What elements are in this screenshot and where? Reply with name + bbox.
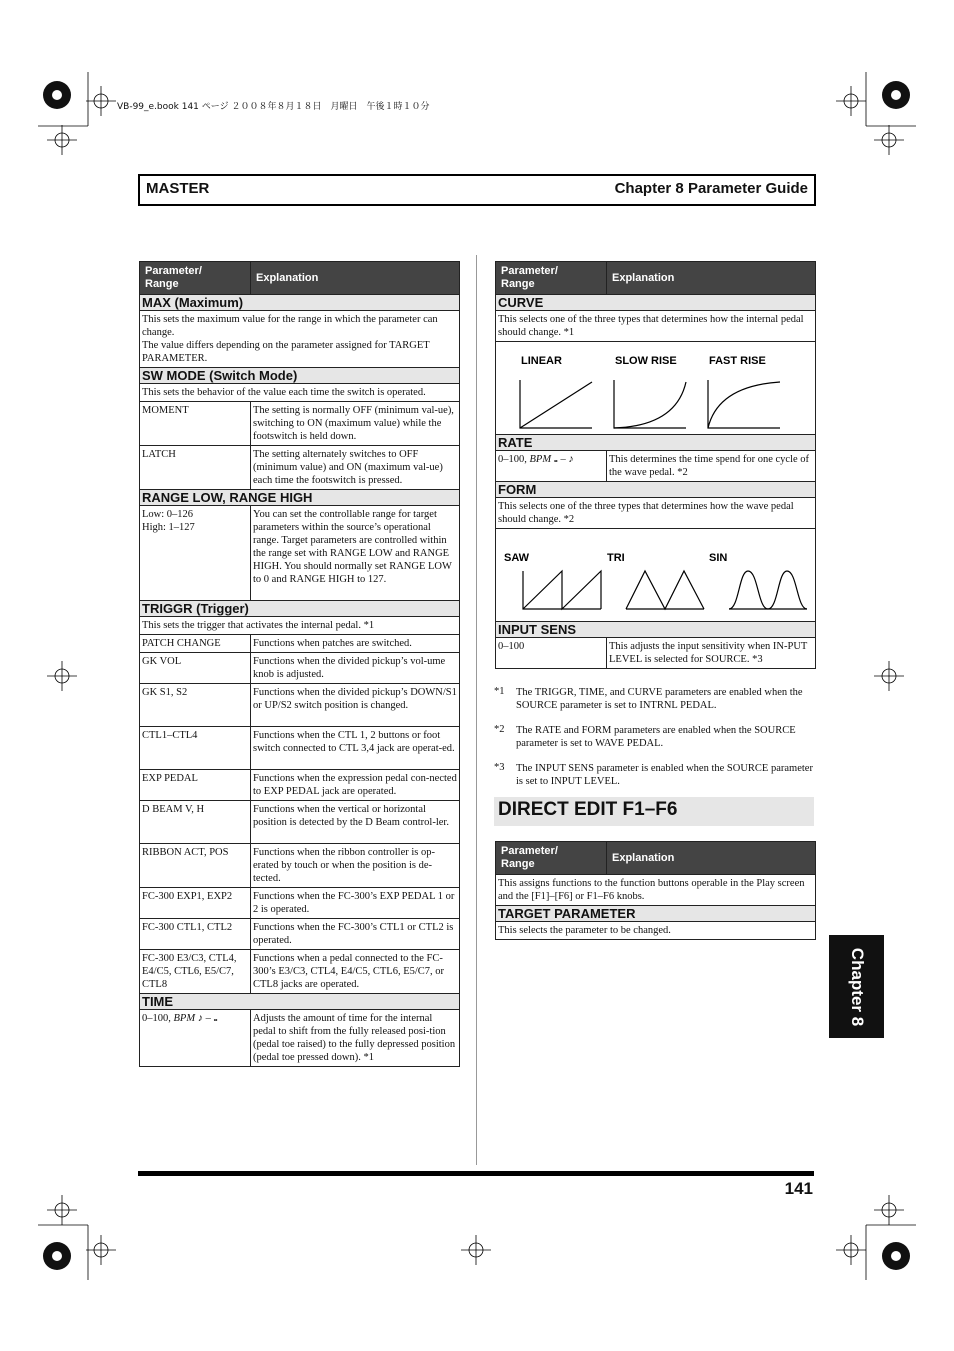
- input-sens-heading: INPUT SENS: [496, 622, 816, 638]
- target-parameter-description: This selects the parameter to be changed.: [496, 922, 816, 940]
- crop-info-text: VB-99_e.book 141 ページ ２００８年８月１８日 月曜日 午後１時１０分: [117, 102, 430, 112]
- curve-label-linear: LINEAR: [521, 355, 562, 367]
- page-number: 141: [784, 1179, 813, 1198]
- table-row-param: GK VOL: [140, 653, 251, 684]
- table-row-param: LATCH: [140, 446, 251, 490]
- direct-edit-heading-bar: [494, 797, 814, 826]
- table-row-explanation: Functions when patches are switched.: [251, 635, 460, 653]
- table-row-param: GK S1, S2: [140, 684, 251, 727]
- curve-description: This selects one of the three types that determines how the internal pedal should change. *1: [496, 311, 816, 342]
- table-row-explanation: Functions when the ribbon controller is op-erated by touch or when the position is de-tected.: [251, 844, 460, 888]
- page-header: [138, 174, 816, 206]
- triggr-heading: TRIGGR (Trigger): [140, 601, 460, 617]
- table-row-explanation: Functions when the CTL 1, 2 buttons or foot switch connected to CTL 3,4 jack are operat-ed.: [251, 727, 460, 770]
- time-bpm-text: BPM: [173, 1013, 196, 1024]
- table-row-param: PATCH CHANGE: [140, 635, 251, 653]
- footnote: [494, 762, 814, 788]
- form-description: This selects one of the three types that determines how the wave pedal should change. *2: [496, 498, 816, 529]
- curve-diagram: [496, 342, 814, 434]
- saw-wave: [523, 571, 601, 609]
- note-symbols: ♪ – 𝅝: [197, 1013, 218, 1024]
- table-row-param: D BEAM V, H: [140, 801, 251, 844]
- tri-wave: [626, 571, 704, 609]
- footnote-key: *1: [494, 686, 505, 697]
- range-explanation: You can set the controllable range for target parameters within the source’s operational range. Target parameters are controlled within the range set with RANGE LOW and RANGE HIGH. You should normally set RANGE LOW to 0 and RANGE HIGH to 127.: [251, 506, 460, 601]
- curve-heading: CURVE: [496, 295, 816, 311]
- chapter-side-tab: [829, 935, 884, 1038]
- table-row-explanation: Functions when the divided pickup’s vol-ume knob is adjusted.: [251, 653, 460, 684]
- rate-bpm-text: BPM: [529, 454, 552, 465]
- table-row-param: FC-300 E3/C3, CTL4, E4/C5, CTL6, E5/C7, CTL8: [140, 950, 251, 994]
- time-explanation: Adjusts the amount of time for the internal pedal to shift from the fully released posi-tion (pedal toe raised) to the fully depressed position (pedal toe pressed down). *1: [251, 1010, 460, 1067]
- table-row-param: FC-300 EXP1, EXP2: [140, 888, 251, 919]
- table-header-param: Parameter/ Range: [140, 262, 251, 295]
- note-symbols: 𝅝 – ♪: [553, 454, 574, 465]
- rate-explanation: This determines the time spend for one cycle of the wave pedal. *2: [607, 451, 816, 482]
- table-row-param: RIBBON ACT, POS: [140, 844, 251, 888]
- table-header-param: Parameter/ Range: [496, 842, 607, 875]
- rate-heading: RATE: [496, 435, 816, 451]
- chapter-side-tab-label: Chapter 8: [847, 947, 867, 1026]
- table-row-explanation: Functions when the divided pickup’s DOWN/S1 or UP/S2 switch position is changed.: [251, 684, 460, 727]
- footnote-key: *2: [494, 724, 505, 735]
- rate-range-text: 0–100,: [498, 454, 530, 465]
- table-header-explanation: Explanation: [251, 262, 460, 295]
- footnote: [494, 686, 814, 712]
- triggr-description: This sets the trigger that activates the internal pedal. *1: [140, 617, 460, 635]
- direct-edit-heading: DIRECT EDIT F1–F6: [498, 799, 678, 820]
- time-range-text: 0–100,: [142, 1013, 174, 1024]
- range-param: Low: 0–126 High: 1–127: [140, 506, 251, 601]
- table-row-explanation: Functions when the FC-300’s EXP PEDAL 1 or 2 is operated.: [251, 888, 460, 919]
- footnote-text: The RATE and FORM parameters are enabled when the SOURCE parameter is set to WAVE PEDAL.: [516, 725, 796, 749]
- sw-mode-description: This sets the behavior of the value each time the switch is operated.: [140, 384, 460, 402]
- chapter-title: Chapter 8 Parameter Guide: [614, 180, 808, 197]
- wave-label-sin: SIN: [709, 552, 728, 564]
- form-diagram-cell: [496, 529, 816, 622]
- direct-edit-table: [495, 841, 816, 940]
- table-row-param: FC-300 CTL1, CTL2: [140, 919, 251, 950]
- target-parameter-heading: TARGET PARAMETER: [496, 906, 816, 922]
- wave-label-saw: SAW: [504, 552, 530, 564]
- time-param: [140, 1010, 251, 1067]
- footnote-text: The TRIGGR, TIME, and CURVE parameters are enabled when the SOURCE parameter is set to INTRNL PEDAL.: [516, 687, 803, 711]
- table-row-param: CTL1–CTL4: [140, 727, 251, 770]
- footnotes: [494, 686, 814, 800]
- curve-label-fast-rise: FAST RISE: [709, 355, 766, 367]
- table-header-explanation: Explanation: [607, 842, 816, 875]
- wave-label-tri: TRI: [607, 552, 625, 564]
- linear-curve: [520, 382, 592, 428]
- footer-rule: [138, 1171, 814, 1176]
- footnote-text: The INPUT SENS parameter is enabled when the SOURCE parameter is set to INPUT LEVEL.: [516, 763, 813, 787]
- input-sens-explanation: This adjusts the input sensitivity when IN-PUT LEVEL is selected for SOURCE. *3: [607, 638, 816, 669]
- table-row-explanation: Functions when the FC-300’s CTL1 or CTL2 is operated.: [251, 919, 460, 950]
- section-title: MASTER: [146, 180, 210, 197]
- table-row-explanation: The setting is normally OFF (minimum val-ue), switching to ON (maximum value) while the footswitch is held down.: [251, 402, 460, 446]
- direct-edit-description: This assigns functions to the function buttons operable in the Play screen and the [F1]–[F6] or F1–F6 knobs.: [496, 875, 816, 906]
- table-row-param: MOMENT: [140, 402, 251, 446]
- range-heading: RANGE LOW, RANGE HIGH: [140, 490, 460, 506]
- time-heading: TIME: [140, 994, 460, 1010]
- max-description: This sets the maximum value for the range in which the parameter can change. The value differs depending on the parameter assigned for TARGET PARAMETER.: [140, 311, 460, 368]
- column-divider: [476, 255, 477, 1165]
- table-row-explanation: The setting alternately switches to OFF (minimum value) and ON (maximum val-ue) each time the footswitch is pressed.: [251, 446, 460, 490]
- sw-mode-heading: SW MODE (Switch Mode): [140, 368, 460, 384]
- form-heading: FORM: [496, 482, 816, 498]
- table-row-param: EXP PEDAL: [140, 770, 251, 801]
- rate-param: [496, 451, 607, 482]
- table-row-explanation: Functions when a pedal connected to the FC-300’s E3/C3, CTL4, E4/C5, CTL6, E5/C7, or CTL8 jacks are operated.: [251, 950, 460, 994]
- fast-rise-curve: [708, 382, 780, 428]
- sin-wave: [729, 571, 807, 609]
- slow-rise-curve: [614, 382, 686, 428]
- table-header-explanation: Explanation: [607, 262, 816, 295]
- form-diagram: [496, 529, 814, 621]
- footnote-key: *3: [494, 762, 505, 773]
- table-row-explanation: Functions when the vertical or horizontal position is detected by the D Beam control-ler.: [251, 801, 460, 844]
- left-parameter-table: [139, 261, 460, 1067]
- max-heading: MAX (Maximum): [140, 295, 460, 311]
- input-sens-param: 0–100: [496, 638, 607, 669]
- fast-rise-axis: [708, 380, 780, 428]
- right-parameter-table: [495, 261, 816, 669]
- table-header-param: Parameter/ Range: [496, 262, 607, 295]
- curve-label-slow-rise: SLOW RISE: [615, 355, 677, 367]
- curve-diagram-cell: [496, 342, 816, 435]
- table-row-explanation: Functions when the expression pedal con-nected to EXP PEDAL jack are operated.: [251, 770, 460, 801]
- footnote: [494, 724, 814, 750]
